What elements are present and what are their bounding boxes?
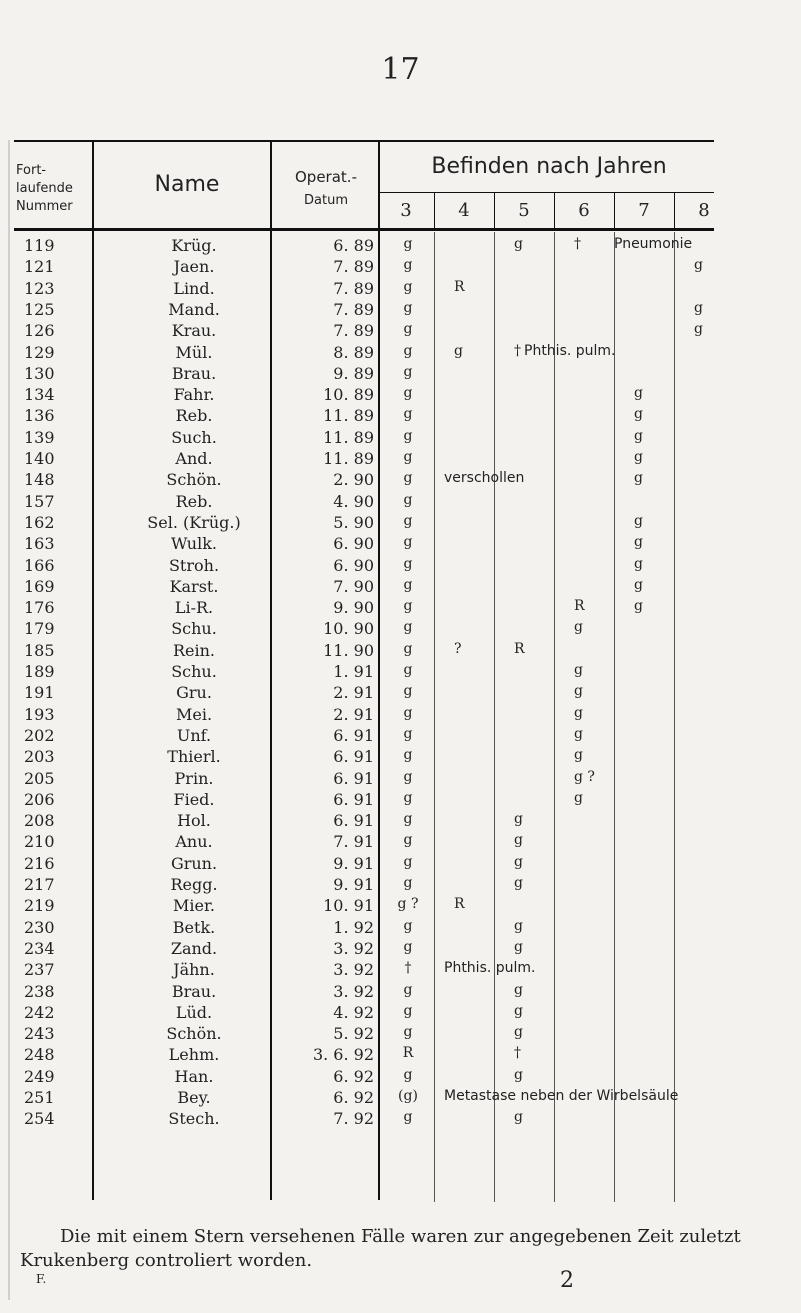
header-bottom-rule <box>14 228 714 231</box>
row-year3: g <box>403 512 413 529</box>
row-number: 216 <box>24 853 55 873</box>
row-year3: g <box>403 449 413 465</box>
row-date: 9. 90 <box>333 598 374 618</box>
row-number: 251 <box>24 1088 55 1107</box>
table-row <box>14 534 714 555</box>
table-row <box>14 556 714 577</box>
row-name: Jaen. <box>173 257 215 277</box>
table-row <box>14 854 714 875</box>
row-year3: g <box>403 534 413 551</box>
table-row <box>14 598 714 619</box>
row-number: 179 <box>24 619 55 639</box>
row-date: 11. 89 <box>323 427 374 447</box>
row-date: 7. 89 <box>333 321 374 341</box>
row-name: And. <box>175 449 213 468</box>
status-mark: g <box>574 747 583 764</box>
table-row <box>14 1045 714 1066</box>
status-mark: g <box>574 662 583 678</box>
status-mark: g ? <box>574 768 595 785</box>
status-mark: g <box>634 598 643 615</box>
row-date: 10. 89 <box>323 385 374 405</box>
footnote-line1: Die mit einem Stern versehenen Fälle waren zur angegebenen Zeit zuletzt <box>60 1226 741 1247</box>
row-number: 134 <box>24 385 55 405</box>
row-number: 230 <box>24 917 55 937</box>
row-number: 136 <box>24 406 55 426</box>
row-name: Stroh. <box>168 555 220 575</box>
row-name: Zand. <box>170 938 218 958</box>
status-mark: † <box>514 1045 521 1062</box>
row-year3: g <box>403 278 413 295</box>
status-mark: ? <box>454 640 462 657</box>
left-margin-line <box>8 140 10 1300</box>
row-name: Li-R. <box>174 598 214 618</box>
status-mark: g <box>574 704 583 721</box>
row-year3: g <box>403 811 413 828</box>
row-date: 5. 92 <box>333 1024 374 1044</box>
table-row <box>14 896 714 917</box>
row-date: 7. 89 <box>333 257 374 277</box>
header-num-line3: Nummer <box>16 199 73 214</box>
year-divider-6-7 <box>614 192 615 228</box>
row-name: Schön. <box>166 470 222 490</box>
row-date: 6. 91 <box>333 789 374 809</box>
row-date: 7. 89 <box>333 278 374 298</box>
table-row <box>14 257 714 278</box>
status-mark: R <box>574 598 585 615</box>
status-mark: g <box>634 555 643 572</box>
row-number: 148 <box>24 470 55 490</box>
row-name: Fied. <box>173 789 215 809</box>
row-year3: g <box>403 1066 413 1083</box>
row-number: 208 <box>24 811 55 831</box>
table-row <box>14 769 714 790</box>
row-date: 6. 89 <box>333 236 374 255</box>
table-row <box>14 385 714 406</box>
status-mark: g <box>634 406 643 423</box>
row-name: Lehm. <box>168 1045 220 1065</box>
row-number: 237 <box>24 960 55 980</box>
row-year3: g <box>403 576 413 593</box>
row-year3: g <box>403 683 413 700</box>
row-number: 123 <box>24 278 55 298</box>
row-year3: g <box>403 491 413 508</box>
row-name: Unf. <box>176 725 212 745</box>
row-year3: g ? <box>397 896 419 913</box>
row-number: 169 <box>24 576 55 596</box>
row-name: Fahr. <box>173 385 215 405</box>
table-row <box>14 321 714 342</box>
status-mark: g <box>514 1002 523 1019</box>
status-mark: g <box>634 534 643 551</box>
header-year-6: 6 <box>578 200 590 221</box>
status-mark: g <box>634 427 643 444</box>
row-number: 219 <box>24 896 55 916</box>
row-year3: g <box>403 938 413 955</box>
row-year3: g <box>403 1024 413 1041</box>
row-number: 166 <box>24 555 55 575</box>
row-number: 202 <box>24 725 55 745</box>
table-row <box>14 577 714 598</box>
status-mark: g <box>694 299 703 316</box>
table-row <box>14 683 714 704</box>
status-mark: g <box>454 342 463 359</box>
table-row <box>14 705 714 726</box>
row-date: 7. 90 <box>333 576 374 596</box>
table-top-rule <box>14 140 714 142</box>
row-year3: g <box>403 555 413 572</box>
status-note: verschollen <box>444 470 525 487</box>
row-date: 3. 6. 92 <box>312 1045 374 1065</box>
row-number: 254 <box>24 1109 55 1129</box>
header-num <box>16 162 92 216</box>
table-row <box>14 279 714 300</box>
table-row <box>14 875 714 896</box>
table-row <box>14 364 714 385</box>
row-year3: R <box>402 1045 414 1062</box>
row-year3: g <box>403 917 413 934</box>
header-name: Name <box>154 172 220 197</box>
row-date: 9. 91 <box>333 853 374 873</box>
status-mark: g <box>574 789 583 806</box>
row-number: 234 <box>24 938 55 958</box>
row-name: Gru. <box>176 683 212 703</box>
row-number: 176 <box>24 598 55 618</box>
row-name: Grun. <box>170 853 218 873</box>
row-year3: g <box>403 768 413 785</box>
table-row <box>14 982 714 1003</box>
row-year3: g <box>403 598 413 615</box>
table-row <box>14 726 714 747</box>
row-number: 140 <box>24 449 55 468</box>
row-name: Sel. (Krüg.) <box>147 512 241 532</box>
row-number: 121 <box>24 257 55 277</box>
row-name: Mier. <box>173 896 215 916</box>
row-number: 243 <box>24 1024 55 1044</box>
row-number: 189 <box>24 662 55 681</box>
table-row <box>14 790 714 811</box>
row-date: 10. 90 <box>323 619 374 639</box>
row-date: 2. 90 <box>333 470 374 490</box>
status-mark: g <box>574 683 583 700</box>
row-date: 11. 89 <box>323 449 374 468</box>
row-date: 5. 90 <box>333 512 374 532</box>
status-mark: g <box>514 811 523 828</box>
row-date: 2. 91 <box>333 683 374 703</box>
row-name: Krüg. <box>171 236 217 255</box>
table-row <box>14 662 714 683</box>
row-name: Mei. <box>175 704 213 724</box>
row-name: Such. <box>171 427 217 447</box>
status-mark: g <box>694 321 703 338</box>
status-mark: R <box>454 896 465 913</box>
row-name: Lind. <box>173 278 215 298</box>
row-year3: g <box>403 385 413 402</box>
status-mark: g <box>514 1024 523 1041</box>
row-date: 1. 92 <box>333 917 374 937</box>
table-row <box>14 513 714 534</box>
header-op <box>276 168 376 210</box>
row-name: Bey. <box>177 1088 211 1107</box>
status-mark: g <box>634 449 643 465</box>
row-year3: g <box>403 747 413 764</box>
row-date: 1. 91 <box>333 662 374 681</box>
row-number: 217 <box>24 875 55 894</box>
row-date: 6. 92 <box>333 1088 374 1107</box>
row-name: Wulk. <box>171 534 217 554</box>
year-divider-4-5 <box>494 192 495 228</box>
row-date: 11. 89 <box>323 406 374 426</box>
row-number: 249 <box>24 1066 55 1086</box>
row-name: Schön. <box>166 1024 222 1044</box>
status-mark: g <box>574 725 583 742</box>
row-name: Mül. <box>175 342 213 362</box>
row-name: Brau. <box>171 363 217 383</box>
row-date: 6. 91 <box>333 811 374 831</box>
footnote-line2: Krukenberg controliert worden. <box>20 1250 313 1271</box>
status-mark: g <box>694 257 703 274</box>
row-name: Karst. <box>169 576 219 596</box>
row-year3: g <box>403 725 413 742</box>
row-year3: g <box>403 299 413 316</box>
header-year-8: 8 <box>698 200 710 221</box>
table-row <box>14 1109 714 1130</box>
header-op-line1: Operat.- <box>295 168 357 186</box>
row-year3: g <box>403 619 413 636</box>
row-year3: g <box>403 363 413 380</box>
row-year3: g <box>403 236 413 252</box>
row-year3: g <box>403 427 413 444</box>
status-note: Metastase neben der Wirbelsäule <box>444 1088 679 1104</box>
row-number: 162 <box>24 512 55 532</box>
status-mark: † <box>514 342 521 359</box>
row-name: Stech. <box>168 1109 220 1129</box>
row-year3: g <box>403 853 413 870</box>
row-number: 130 <box>24 363 55 383</box>
status-note: Phthis. pulm. <box>524 342 616 359</box>
row-number: 126 <box>24 321 55 341</box>
row-number: 248 <box>24 1045 55 1065</box>
status-mark: g <box>514 938 523 955</box>
row-year3: g <box>403 981 413 998</box>
status-mark: g <box>514 981 523 998</box>
row-number: 139 <box>24 427 55 447</box>
row-year3: g <box>403 342 413 359</box>
header-num-line1: Fort- <box>16 163 47 178</box>
row-date: 8. 89 <box>333 342 374 362</box>
table-row <box>14 619 714 640</box>
row-date: 3. 92 <box>333 981 374 1001</box>
table-row <box>14 236 714 257</box>
row-date: 6. 90 <box>333 534 374 554</box>
status-mark: g <box>514 832 523 849</box>
row-name: Thierl. <box>167 747 221 767</box>
header-year-4: 4 <box>458 200 470 221</box>
signature-number: 2 <box>560 1268 574 1293</box>
row-name: Reb. <box>175 406 213 426</box>
header-op-line2: Datum <box>304 193 348 208</box>
header-status: Befinden nach Jahren <box>431 154 667 179</box>
row-year3: g <box>403 832 413 849</box>
status-mark: g <box>634 512 643 529</box>
row-year3: g <box>403 257 413 274</box>
row-name: Lüd. <box>175 1002 213 1022</box>
status-note: Pneumonie <box>614 236 693 252</box>
row-date: 9. 91 <box>333 875 374 894</box>
table-row <box>14 811 714 832</box>
row-name: Rein. <box>172 640 216 660</box>
row-number: 193 <box>24 704 55 724</box>
row-number: 191 <box>24 683 55 703</box>
row-name: Schu. <box>171 619 217 639</box>
row-year3: g <box>403 321 413 338</box>
row-year3: † <box>404 960 412 977</box>
status-mark: g <box>514 917 523 934</box>
row-name: Brau. <box>171 981 217 1001</box>
signature-mark: F. <box>36 1272 47 1286</box>
row-number: 210 <box>24 832 55 852</box>
row-number: 242 <box>24 1002 55 1022</box>
row-date: 7. 92 <box>333 1109 374 1129</box>
header-year-5: 5 <box>518 200 530 221</box>
row-date: 6. 90 <box>333 555 374 575</box>
table-row <box>14 939 714 960</box>
row-name: Jähn. <box>173 960 215 980</box>
row-name: Krau. <box>171 321 217 341</box>
row-date: 7. 89 <box>333 299 374 319</box>
row-date: 3. 92 <box>333 938 374 958</box>
header-year-3: 3 <box>400 200 412 221</box>
row-number: 163 <box>24 534 55 554</box>
page-number: 17 <box>381 52 420 87</box>
row-name: Schu. <box>171 662 217 681</box>
row-name: Prin. <box>174 768 214 788</box>
row-year3: g <box>403 704 413 721</box>
table-row <box>14 428 714 449</box>
table-row <box>14 492 714 513</box>
table-row <box>14 449 714 470</box>
row-date: 6. 92 <box>333 1066 374 1086</box>
row-date: 2. 91 <box>333 704 374 724</box>
row-date: 10. 91 <box>323 896 374 916</box>
table-row <box>14 641 714 662</box>
row-year3: g <box>403 1109 413 1126</box>
row-date: 11. 90 <box>323 640 374 660</box>
row-year3: (g) <box>398 1088 418 1104</box>
status-mark: g <box>634 385 643 402</box>
table-row <box>14 918 714 939</box>
row-date: 9. 89 <box>333 363 374 383</box>
row-date: 6. 91 <box>333 725 374 745</box>
row-year3: g <box>403 1002 413 1019</box>
row-year3: g <box>403 640 413 657</box>
row-name: Hol. <box>177 811 211 831</box>
row-number: 185 <box>24 640 55 660</box>
row-name: Anu. <box>175 832 213 852</box>
row-number: 205 <box>24 768 55 788</box>
row-date: 7. 91 <box>333 832 374 852</box>
table-row <box>14 832 714 853</box>
table-row <box>14 300 714 321</box>
row-number: 157 <box>24 491 55 511</box>
table-row <box>14 960 714 981</box>
years-rule <box>380 192 714 193</box>
status-mark: † <box>574 236 581 252</box>
status-mark: R <box>454 278 465 295</box>
status-mark: g <box>514 1109 523 1126</box>
row-name: Betk. <box>172 917 216 937</box>
status-mark: g <box>574 619 583 636</box>
row-name: Han. <box>174 1066 214 1086</box>
header-num-line2: laufende <box>16 181 73 196</box>
status-mark: g <box>634 576 643 593</box>
table-row <box>14 470 714 491</box>
status-mark: g <box>514 853 523 870</box>
header-year-7: 7 <box>638 200 650 221</box>
row-year3: g <box>403 406 413 423</box>
status-mark: g <box>514 236 523 252</box>
table-row <box>14 1003 714 1024</box>
table-row <box>14 1024 714 1045</box>
status-mark: g <box>634 470 643 487</box>
year-divider-5-6 <box>554 192 555 228</box>
row-number: 206 <box>24 789 55 809</box>
row-name: Reb. <box>175 491 213 511</box>
row-year3: g <box>403 470 413 487</box>
row-date: 4. 90 <box>333 491 374 511</box>
status-mark: g <box>514 875 523 891</box>
row-date: 3. 92 <box>333 960 374 980</box>
row-number: 203 <box>24 747 55 767</box>
year-divider-3-4 <box>434 192 435 228</box>
row-year3: g <box>403 789 413 806</box>
row-name: Mand. <box>168 299 220 319</box>
row-number: 125 <box>24 299 55 319</box>
row-date: 6. 91 <box>333 747 374 767</box>
row-name: Regg. <box>170 875 218 894</box>
row-date: 4. 92 <box>333 1002 374 1022</box>
row-number: 238 <box>24 981 55 1001</box>
row-year3: g <box>403 875 413 891</box>
row-date: 6. 91 <box>333 768 374 788</box>
row-year3: g <box>403 662 413 678</box>
year-divider-7-8 <box>674 192 675 228</box>
status-mark: g <box>514 1066 523 1083</box>
table-row <box>14 747 714 768</box>
table-row <box>14 406 714 427</box>
status-mark: R <box>514 640 525 657</box>
table-row <box>14 1067 714 1088</box>
row-number: 129 <box>24 342 55 362</box>
status-note: Phthis. pulm. <box>444 960 536 977</box>
row-number: 119 <box>24 236 55 255</box>
